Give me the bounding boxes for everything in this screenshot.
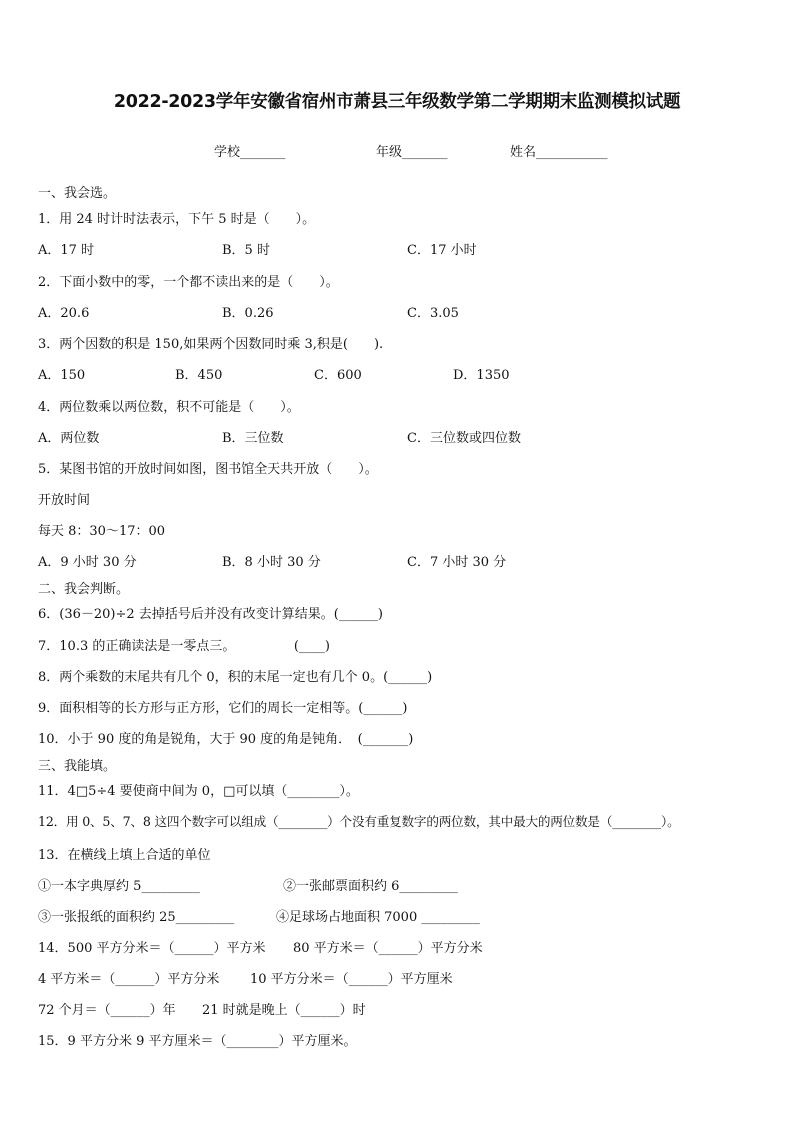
q5-figure-heading: 开放时间	[38, 493, 91, 508]
q14-item-4[interactable]: 10 平方分米＝（______）平方厘米	[250, 972, 453, 987]
section-heading-judge: 二、我会判断。	[38, 582, 130, 597]
grade-field[interactable]: 年级_______	[376, 145, 448, 160]
q5-option-a[interactable]: A．9 小时 30 分	[38, 555, 137, 570]
question-7: 7．10.3 的正确读法是一零点三。 (____)	[38, 639, 330, 654]
q2-option-b[interactable]: B．0.26	[222, 306, 274, 321]
q5-option-b[interactable]: B．8 小时 30 分	[222, 555, 321, 570]
section-heading-fill: 三、我能填。	[38, 759, 117, 774]
question-1: 1．用 24 时计时法表示，下午 5 时是（ ）。	[38, 212, 316, 227]
question-6: 6．(36－20)÷2 去掉括号后并没有改变计算结果。(______)	[38, 607, 383, 622]
question-2: 2．下面小数中的零，一个都不读出来的是（ ）。	[38, 275, 339, 290]
q3-option-d[interactable]: D．1350	[453, 368, 510, 383]
q1-option-b[interactable]: B．5 时	[222, 243, 270, 258]
q13-item-2[interactable]: ②一张邮票面积约 6_________	[283, 879, 458, 894]
q4-option-a[interactable]: A．两位数	[38, 431, 100, 446]
q13-item-3[interactable]: ③一张报纸的面积约 25_________	[38, 910, 235, 925]
name-field[interactable]: 姓名___________	[510, 145, 608, 160]
q5-figure-hours: 每天 8：30～17：00	[38, 524, 166, 539]
q14-item-5[interactable]: 72 个月＝（______）年	[38, 1003, 176, 1018]
q3-option-c[interactable]: C．600	[314, 368, 362, 383]
question-15: 15．9 平方分米 9 平方厘米＝（________）平方厘米。	[38, 1034, 357, 1049]
question-10: 10．小于 90 度的角是锐角，大于 90 度的角是钝角． (_______)	[38, 732, 414, 747]
q5-option-c[interactable]: C．7 小时 30 分	[407, 555, 507, 570]
q4-option-c[interactable]: C．三位数或四位数	[407, 431, 521, 446]
page-title: 2022-2023学年安徽省宿州市萧县三年级数学第二学期期末监测模拟试题	[113, 92, 681, 112]
question-4: 4．两位数乘以两位数，积不可能是（ ）。	[38, 400, 300, 415]
q4-option-b[interactable]: B．三位数	[222, 431, 284, 446]
q3-option-b[interactable]: B．450	[175, 368, 223, 383]
q14-item-3[interactable]: 4 平方米＝（______）平方分米	[38, 972, 220, 987]
q14-item-6[interactable]: 21 时就是晚上（______）时	[202, 1003, 366, 1018]
q13-item-4[interactable]: ④足球场占地面积 7000 _________	[276, 910, 480, 925]
q2-option-c[interactable]: C．3.05	[407, 306, 459, 321]
section-heading-choice: 一、我会选。	[38, 186, 117, 201]
q14-item-2[interactable]: 80 平方米＝（______）平方分米	[293, 941, 483, 956]
q13-item-1[interactable]: ①一本字典厚约 5_________	[38, 879, 200, 894]
q1-option-a[interactable]: A．17 时	[38, 243, 95, 258]
q1-option-c[interactable]: C．17 小时	[407, 243, 477, 258]
q14-item-1[interactable]: 14．500 平方分米＝（______）平方米	[38, 941, 266, 956]
question-13: 13．在横线上填上合适的单位	[38, 848, 211, 863]
question-12: 12．用 0、5、7、8 这四个数字可以组成（________）个没有重复数字的两位数，其中最大的两位数是（________）。	[38, 814, 680, 829]
q3-option-a[interactable]: A．150	[38, 368, 86, 383]
question-9: 9．面积相等的长方形与正方形，它们的周长一定相等。(______)	[38, 701, 408, 716]
q2-option-a[interactable]: A．20.6	[38, 306, 90, 321]
question-11: 11．4□5÷4 要使商中间为 0，□可以填（________）。	[38, 784, 359, 799]
school-field[interactable]: 学校_______	[214, 145, 286, 160]
question-3: 3．两个因数的积是 150,如果两个因数同时乘 3,积是( ).	[38, 337, 384, 352]
question-5: 5．某图书馆的开放时间如图，图书馆全天共开放（ ）。	[38, 462, 378, 477]
question-8: 8．两个乘数的末尾共有几个 0，积的末尾一定也有几个 0。(______)	[38, 670, 433, 685]
